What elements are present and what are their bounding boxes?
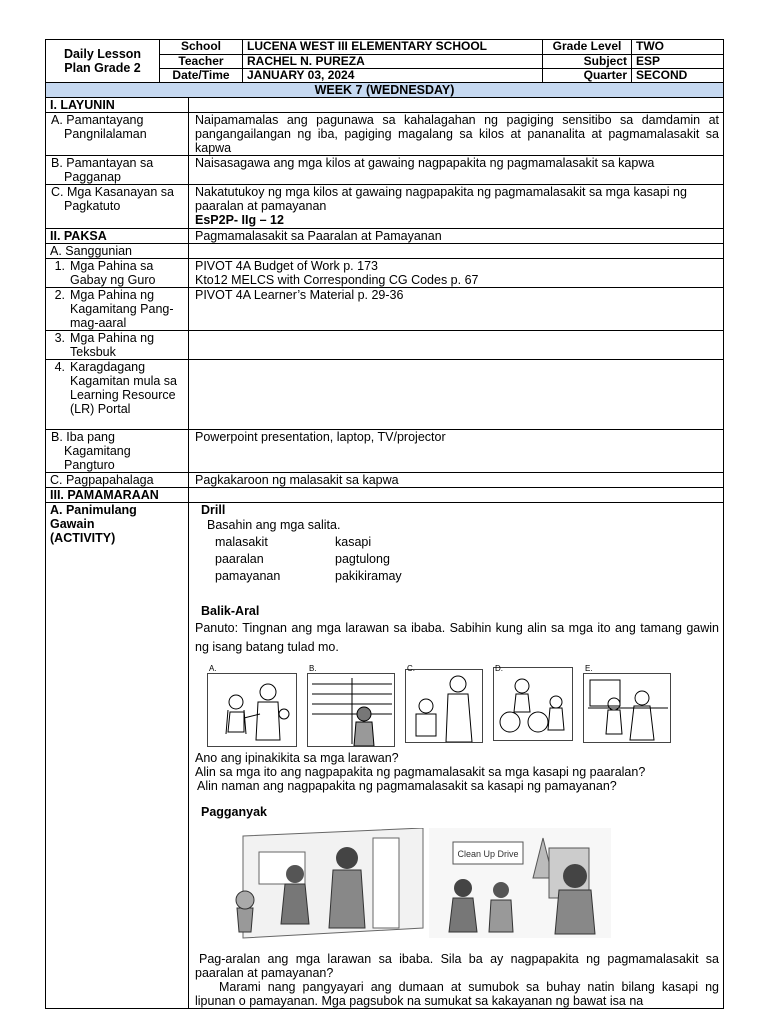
picture-c-label: C. xyxy=(407,664,415,673)
word-4: pagtulong xyxy=(335,552,390,566)
picture-c xyxy=(405,663,483,743)
balik-aral-title: Balik-Aral xyxy=(201,604,260,618)
item-2-cell xyxy=(46,288,189,331)
sanggunian-label: A. Sanggunian xyxy=(46,244,189,259)
panimulang-line-2: Gawain xyxy=(50,517,95,531)
picture-e xyxy=(583,663,671,743)
quarter-value: SECOND xyxy=(632,69,724,84)
title-line-2: Plan Grade 2 xyxy=(64,61,141,76)
item-1-values xyxy=(189,259,724,288)
pagganyak-title: Pagganyak xyxy=(201,805,268,819)
question-3: Alin naman ang nagpapakita ng pagmamalasakit sa kasapi ng pamayanan? xyxy=(197,779,617,793)
word-3: paaralan xyxy=(215,552,264,566)
pamantayang-pangnilalaman-label: A. Pamantayang Pangnilalaman xyxy=(46,113,189,156)
pagpapahalaga-label: C. Pagpapahalaga xyxy=(46,473,189,488)
pagpapahalaga-text: Pagkakaroon ng malasakit sa kapwa xyxy=(189,473,724,488)
pamantayan-pagganap-text: Naisasagawa ang mga kilos at gawaing nagpapakita ng pagmamalasakit sa kapwa xyxy=(189,156,724,185)
date-value: JANUARY 03, 2024 xyxy=(243,69,543,84)
grade-level-value: TWO xyxy=(632,40,724,55)
word-5: pamayanan xyxy=(215,569,281,583)
competency-code: EsP2P- IIg – 12 xyxy=(195,213,284,227)
word-2: kasapi xyxy=(335,535,372,549)
item-2-number: 2. xyxy=(54,288,65,302)
paragraph-2: Marami nang pangyayari ang dumaan at sumubok sa buhay natin bilang kasapi ng lipunan o pamayanan. Mga pagsubok na sumukat sa kakayanan ng bawat isa na xyxy=(195,980,719,1008)
word-6: pakikiramay xyxy=(335,569,402,583)
panimulang-gawain-content xyxy=(189,503,724,1009)
cleanup-sign: Clean Up Drive xyxy=(457,849,519,859)
picture-b-label: B. xyxy=(309,664,317,673)
item-2-label: Mga Pahina ng Kagamitang Pang-mag-aaral xyxy=(70,288,174,330)
item-1-number: 1. xyxy=(54,259,65,273)
kasanayan-label: C. Mga Kasanayan sa Pagkatuto xyxy=(46,185,189,229)
pamantayang-pangnilalaman-text: Naipamamalas ang pagunawa sa kahalagahan ng pagiging sensitibo sa damdamin at pangangailangan ng iba, pagiging magalang sa kilos at pananalita at pagmamalasakit sa kapwa xyxy=(189,113,724,156)
balik-aral-pictures xyxy=(207,663,719,747)
item-1-line-2: Kto12 MELCS with Corresponding CG Codes p. 67 xyxy=(195,273,479,287)
picture-e-label: E. xyxy=(585,664,593,673)
drill-word-list xyxy=(215,535,719,584)
drill-instruction: Basahin ang mga salita. xyxy=(207,518,341,532)
pagganyak-scene xyxy=(223,828,719,946)
iba-pang-kagamitan-text: Powerpoint presentation, laptop, TV/projector xyxy=(189,430,724,473)
lesson-plan-table xyxy=(45,82,724,1009)
picture-a-illustration xyxy=(207,673,297,747)
item-4-values xyxy=(189,360,724,430)
item-3-label: Mga Pahina ng Teksbuk xyxy=(70,331,155,359)
picture-e-illustration xyxy=(583,673,671,743)
item-1-label: Mga Pahina sa Gabay ng Guro xyxy=(70,259,156,287)
kasanayan-text: Nakatutukoy ng mga kilos at gawaing nagpapakita ng pagmamalasakit sa mga kasapi ng paaralan at pamayanan xyxy=(195,185,687,213)
panimulang-gawain-label xyxy=(46,503,189,1009)
item-2-values xyxy=(189,288,724,331)
drill-title: Drill xyxy=(201,503,226,517)
subject-value: ESP xyxy=(632,54,724,69)
paksa-heading: II. PAKSA xyxy=(46,229,189,244)
question-1: Ano ang ipinakikita sa mga larawan? xyxy=(195,751,399,765)
quarter-label: Quarter xyxy=(543,69,632,84)
layunin-heading: I. LAYUNIN xyxy=(46,98,189,113)
kasanayan-cell xyxy=(189,185,724,229)
lesson-plan-title xyxy=(46,40,160,84)
item-3-number: 3. xyxy=(54,331,65,345)
teacher-value: RACHEL N. PUREZA xyxy=(243,54,543,69)
item-2-line-1: PIVOT 4A Learner’s Material p. 29-36 xyxy=(195,288,404,302)
picture-d-illustration xyxy=(493,667,573,741)
school-label: School xyxy=(160,40,243,55)
iba-pang-kagamitan-label: B. Iba pang Kagamitang Pangturo xyxy=(46,430,189,473)
picture-b xyxy=(307,663,395,747)
date-label: Date/Time xyxy=(160,69,243,84)
item-3-cell xyxy=(46,331,189,360)
teacher-label: Teacher xyxy=(160,54,243,69)
panimulang-line-3: (ACTIVITY) xyxy=(50,531,116,545)
header-table xyxy=(45,39,724,84)
subject-label: Subject xyxy=(543,54,632,69)
item-3-values xyxy=(189,331,724,360)
item-4-label: Karagdagang Kagamitan mula sa Learning Resource (LR) Portal xyxy=(70,360,178,416)
sanggunian-empty xyxy=(189,244,724,259)
school-value: LUCENA WEST III ELEMENTARY SCHOOL xyxy=(243,40,543,55)
balik-aral-instruction: Panuto: Tingnan ang mga larawan sa ibaba. Sabihin kung alin sa mga ito ang tamang gawin ng isang batang tulad mo. xyxy=(195,621,719,654)
item-4-number: 4. xyxy=(54,360,65,374)
question-2: Alin sa mga ito ang nagpapakita ng pagmamalasakit sa mga kasapi ng paaralan? xyxy=(195,765,646,779)
picture-a xyxy=(207,663,297,747)
week-banner: WEEK 7 (WEDNESDAY) xyxy=(46,83,724,98)
pamantayan-pagganap-label: B. Pamantayan sa Pagganap xyxy=(46,156,189,185)
item-1-cell xyxy=(46,259,189,288)
picture-c-illustration xyxy=(405,669,483,743)
item-4-cell xyxy=(46,360,189,430)
cleanup-scene-illustration xyxy=(223,828,613,942)
pamamaraan-heading: III. PAMAMARAAN xyxy=(46,488,189,503)
paksa-topic: Pagmamalasakit sa Paaralan at Pamayanan xyxy=(189,229,724,244)
picture-d xyxy=(493,663,573,741)
item-1-line-1: PIVOT 4A Budget of Work p. 173 xyxy=(195,259,378,273)
word-1: malasakit xyxy=(215,535,268,549)
panimulang-line-1: A. Panimulang xyxy=(50,503,137,517)
paragraph-1: Pag-aralan ang mga larawan sa ibaba. Sila ba ay nagpapakita ng pagmamalasakit sa paaralan at pamayanan? xyxy=(195,952,719,980)
grade-level-label: Grade Level xyxy=(543,40,632,55)
picture-a-label: A. xyxy=(209,664,217,673)
layunin-empty xyxy=(189,98,724,113)
title-line-1: Daily Lesson xyxy=(63,47,142,62)
pamamaraan-empty xyxy=(189,488,724,503)
picture-d-label: D. xyxy=(495,664,503,673)
picture-b-illustration xyxy=(307,673,395,747)
